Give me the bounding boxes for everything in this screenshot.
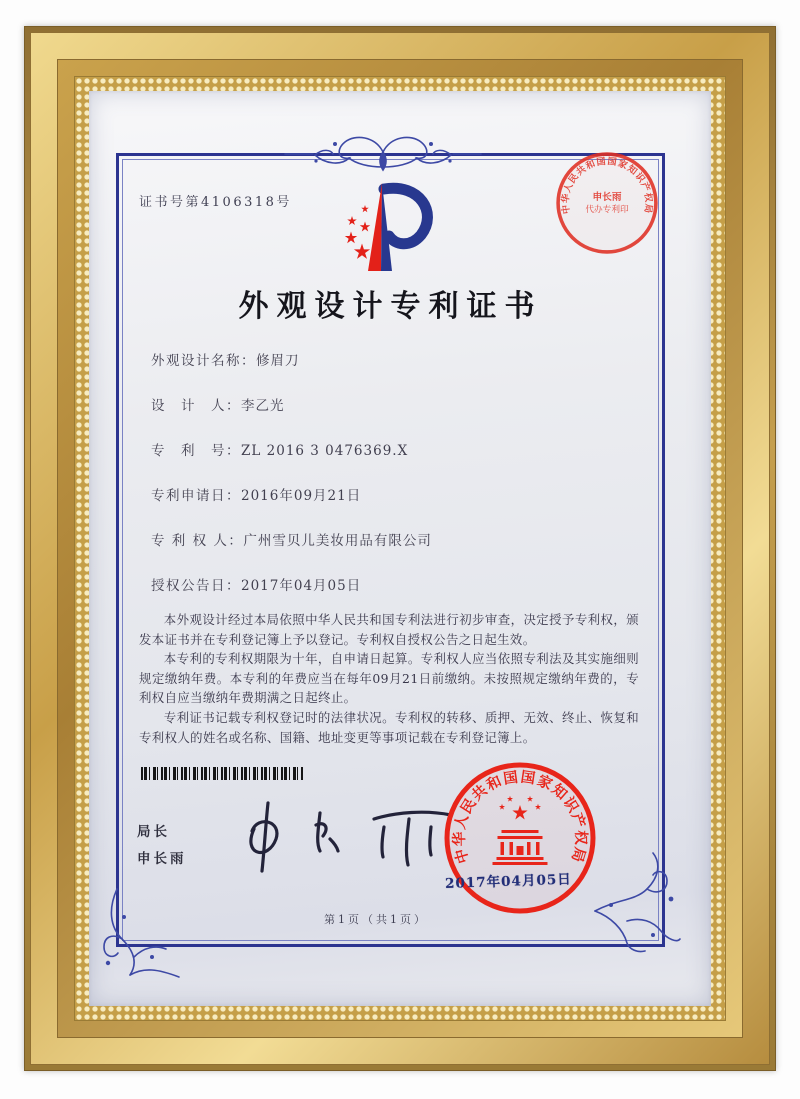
- stamp-ring-text: 中华人民共和国国家知识产权局: [560, 156, 655, 215]
- bottom-left-flourish-ornament: [93, 887, 181, 983]
- field-application-date: [151, 484, 641, 529]
- signer-name: 申长雨: [137, 851, 187, 867]
- stamp-center-line2: 代办专利印: [585, 205, 629, 216]
- field-label: 专 利 号：: [151, 443, 241, 459]
- field-patentee: [151, 529, 641, 574]
- seal-ring-text: 中华人民共和国国家知识产权局: [451, 768, 590, 866]
- field-value: 修眉刀: [256, 353, 300, 369]
- top-border-flourish-ornament: [283, 128, 483, 178]
- stamp-center-line1: 申长雨: [592, 191, 622, 203]
- issue-date: 2017年04月05日: [444, 871, 572, 892]
- field-label: 专利申请日：: [151, 488, 241, 504]
- gold-frame-bevel: [30, 32, 770, 1065]
- gold-frame-bead-edge: [74, 76, 726, 1021]
- field-patent-number: [151, 439, 641, 484]
- barcode: [141, 767, 303, 780]
- gold-frame-outer: [24, 26, 776, 1071]
- field-value: 李乙光: [241, 398, 285, 414]
- cnipa-patent-logo-icon: [324, 179, 444, 279]
- signer-block: [137, 819, 187, 873]
- field-design-name: [151, 349, 641, 394]
- bottom-right-flourish-ornament: [587, 849, 683, 957]
- page-number-footer: 第1页（共1页）: [324, 913, 428, 926]
- field-designer: [151, 394, 641, 439]
- legal-paragraph: 本外观设计经过本局依照中华人民共和国专利法进行初步审查，决定授予专利权，颁发本证书并在专利登记簿上予以登记。专利权自授权公告之日起生效。: [139, 612, 639, 647]
- round-red-stamp: [553, 149, 661, 257]
- legal-paragraph: 本专利的专利权期限为十年，自申请日起算。专利权人应当依照专利法及其实施细则规定缴纳年费。本专利的年费应当在每年09月21日前缴纳。未按照规定缴纳年费的，专利权自应当缴纳年费期满之日起终止。: [139, 651, 639, 706]
- field-value: 2016年09月21日: [241, 488, 362, 504]
- certificate-number: 证书号第4106318号: [139, 195, 292, 210]
- legal-text-block: [139, 610, 639, 747]
- certificate-title: 外观设计专利证书: [238, 289, 543, 324]
- field-label: 外观设计名称：: [151, 353, 256, 369]
- certificate-fields: [151, 349, 641, 619]
- national-ip-office-seal: [441, 759, 599, 917]
- field-value: ZL 2016 3 0476369.X: [241, 443, 409, 459]
- signer-title: 局长: [137, 824, 170, 840]
- legal-paragraph: 专利证书记载专利权登记时的法律状况。专利权的转移、质押、无效、终止、恢复和专利权人的姓名或名称、国籍、地址变更等事项记载在专利登记簿上。: [139, 709, 639, 745]
- field-label: 授权公告日：: [151, 578, 241, 594]
- gold-frame-inner-slope: [57, 59, 743, 1038]
- field-value: 2017年04月05日: [241, 578, 362, 594]
- field-label: 专 利 权 人：: [151, 533, 244, 549]
- certificate-paper: [89, 91, 711, 1006]
- field-label: 设 计 人：: [151, 398, 241, 414]
- field-value: 广州雪贝儿美妆用品有限公司: [243, 533, 432, 549]
